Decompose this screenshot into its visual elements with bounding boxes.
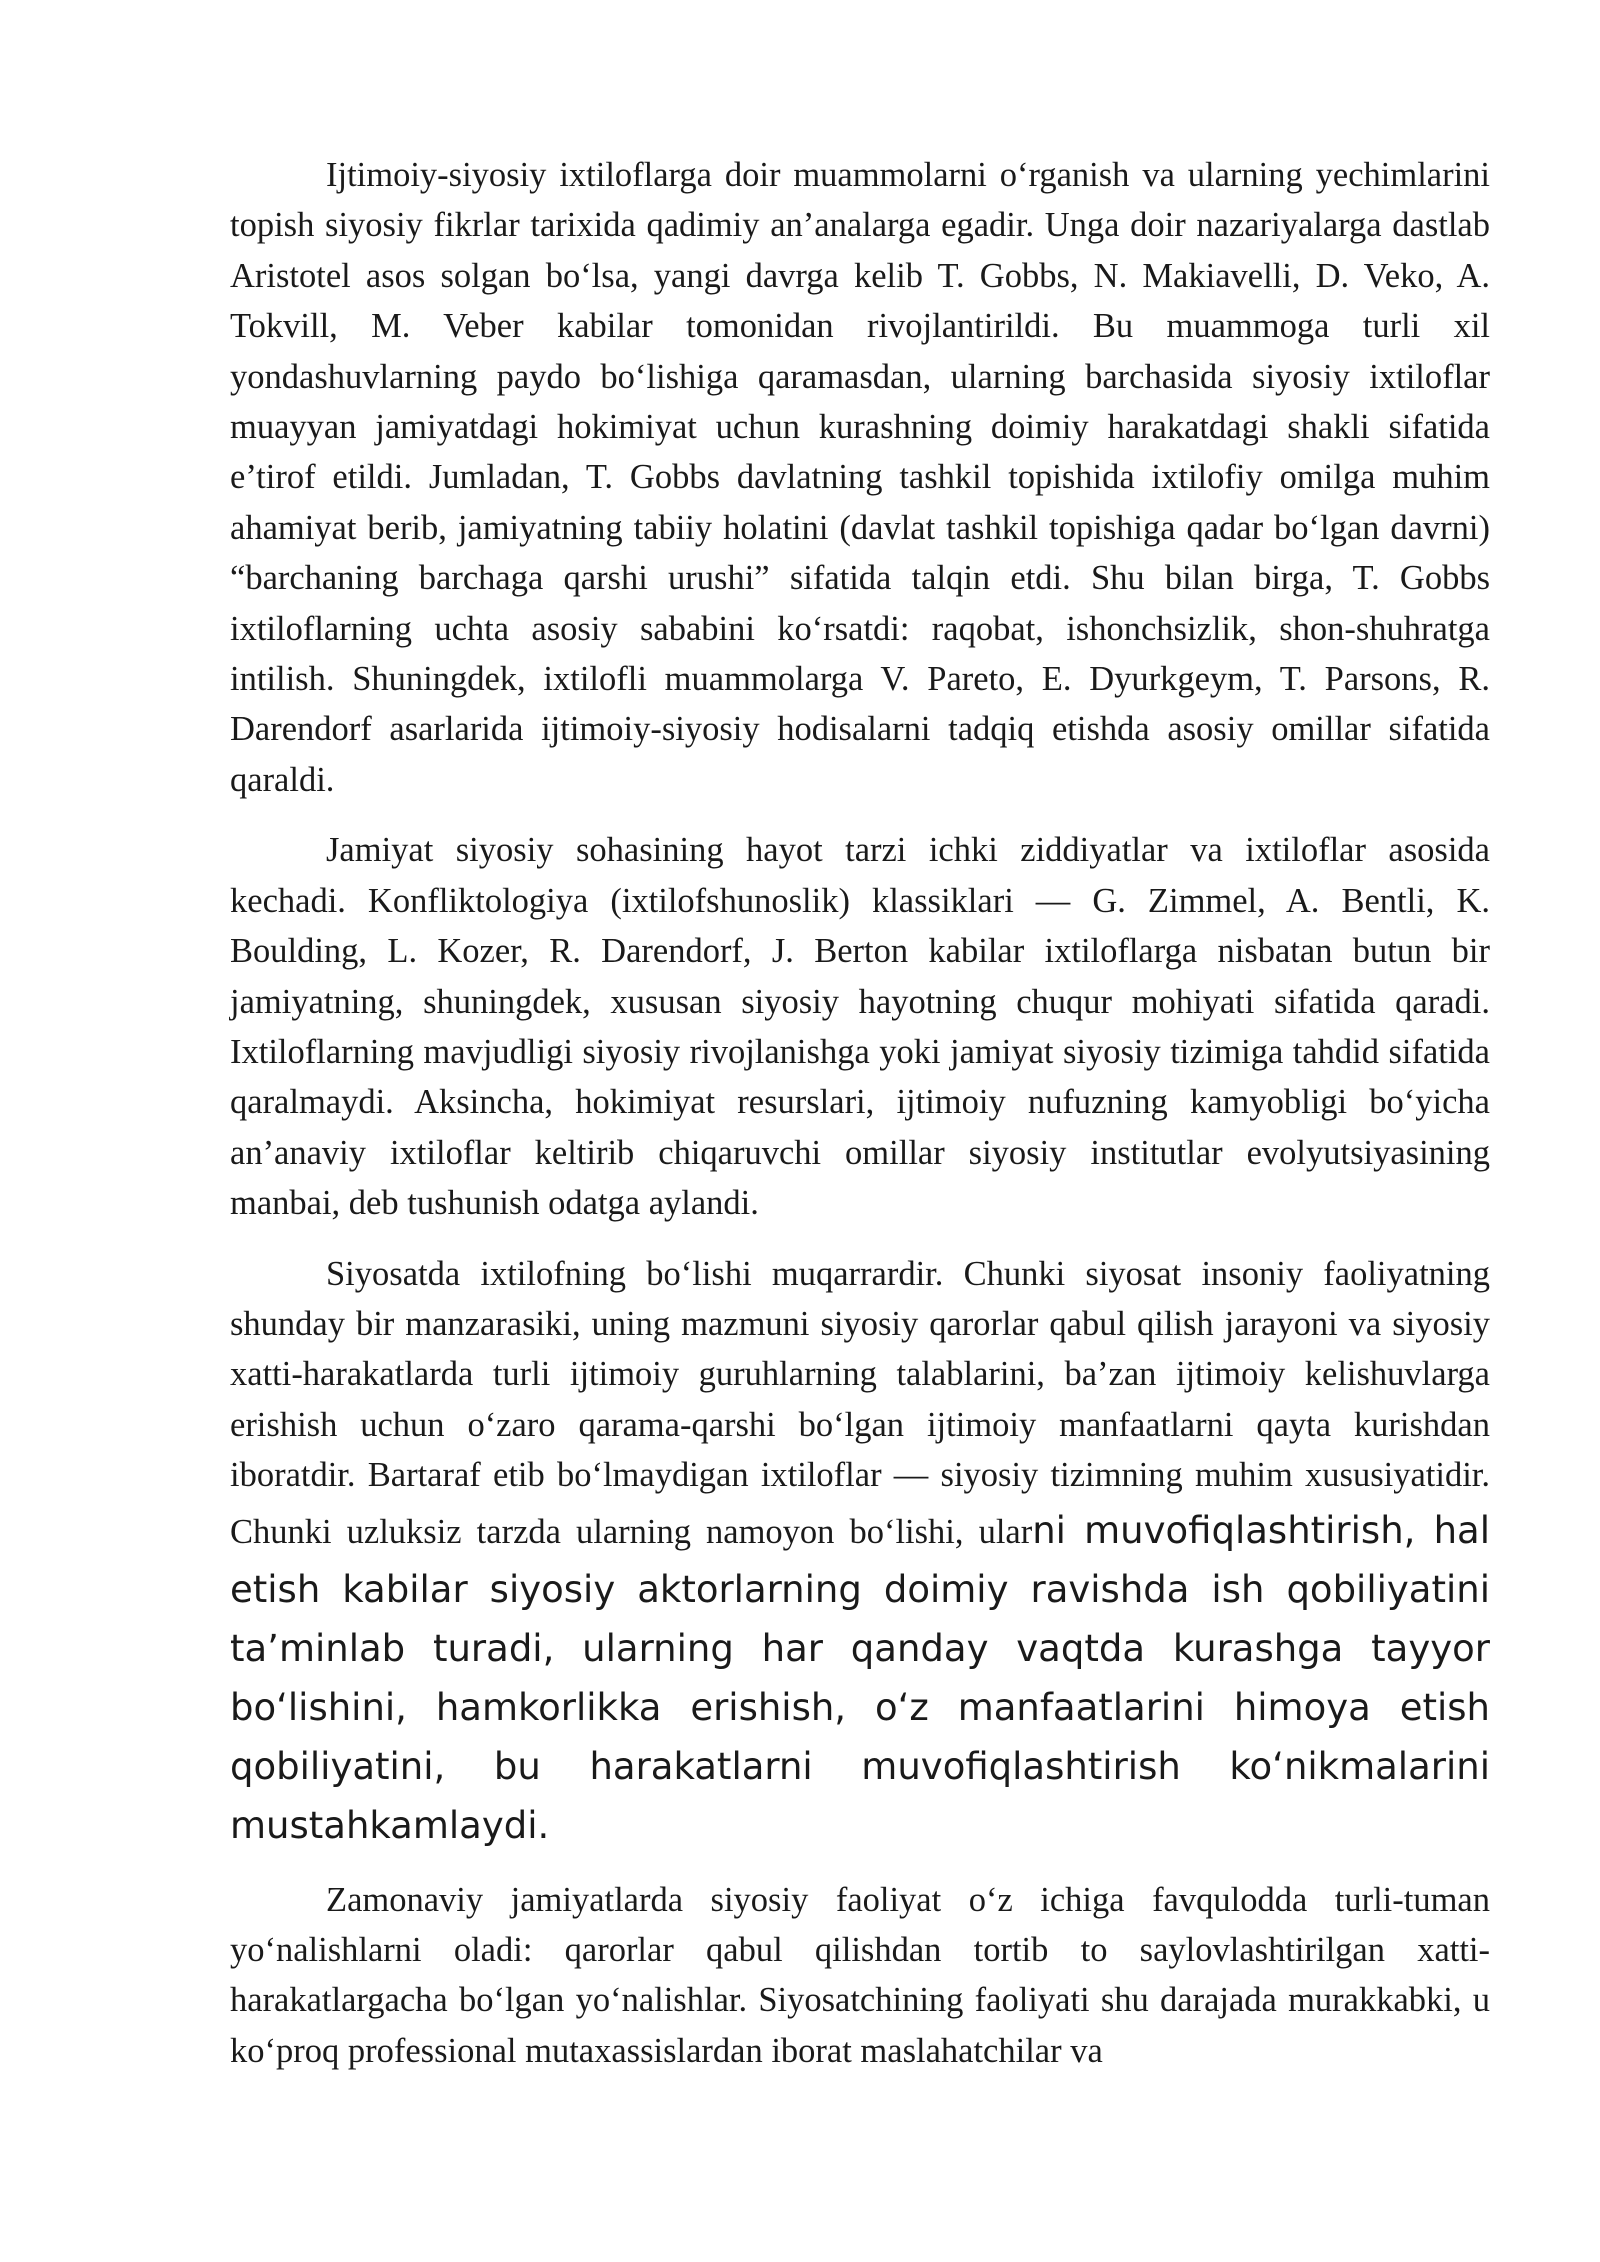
paragraph-3-start: Siyosatda ixtilofning bo‘lishi muqarrardir. Chunki siyosat insoniy faoliyatning shunday bir manzarasiki, uning mazmuni siyosiy qarorlar qabul qilish jarayoni va siyosiy xatti-harakatlarda turli ijtimoiy guruhlarning talablarini, ba’zan ijtimoiy kelishuvlarga erishish uchun o‘zaro qarama-qarshi bo‘lgan ijtimoiy manfaatlarni qayta kurishdan iboratdir. Bartaraf etib bo‘lmaydigan ixtiloflar — siyosiy tizimning muhim xususiyatidir. Chunki uzluksiz tarzda ularning namoyon bo‘lishi, ular: [230, 1254, 1490, 1551]
paragraph-2: Jamiyat siyosiy sohasining hayot tarzi ichki ziddiyatlar va ixtiloflar asosida kechadi. Konfliktologiya (ixtilofshunoslik) klassiklari — G. Zimmel, A. Bentli, K. Boulding, L. Kozer, R. Darendorf, J. Berton kabilar ixtiloflarga nisbatan butun bir jamiyatning, shuningdek, xususan siyosiy hayotning chuqur mohiyati sifatida qaradi. Ixtiloflarning mavjudligi siyosiy rivojlanishga yoki jamiyat siyosiy tizimiga tahdid sifatida qaralmaydi. Aksincha, hokimiyat resurslari, ijtimoiy nufuzning kamyobligi bo‘yicha an’anaviy ixtiloflar keltirib chiqaruvchi omillar siyosiy institutlar evolyutsiyasining manbai, deb tushunish odatga aylandi.: [230, 831, 1490, 1223]
paragraph-4: Zamonaviy jamiyatlarda siyosiy faoliyat o‘z ichiga favqulodda turli-tuman yo‘nalishlarni oladi: qarorlar qabul qilishdan tortib to saylovlashtirilgan xatti-harakatlargacha bo‘lgan yo‘nalishlar. Siyosatchining faoliyati shu darajada murakkabki, u ko‘proq professional mutaxassislardan iborat maslahatchilar va: [230, 1880, 1490, 2070]
document-page: [230, 150, 1490, 2096]
paragraph-3-end: ni muvofiqlashtirish, hal etish kabilar siyosiy aktorlarning doimiy ravishda ish qobiliyatini ta’minlab turadi, ularning har qanday vaqtda kurashga tayyor bo‘lishini, hamkorlikka erishish, o‘z manfaatlarini himoya etish qobiliyatini, bu harakatlarni muvofiqlashtirish ko‘nikmalarini mustahkamlaydi.: [230, 1508, 1490, 1847]
paragraph-3: [230, 1249, 1490, 1855]
paragraph-1: Ijtimoiy-siyosiy ixtiloflarga doir muammolarni o‘rganish va ularning yechimlarini topish siyosiy fikrlar tarixida qadimiy an’analarga egadir. Unga doir nazariyalarga dastlab Aristotel asos solgan bo‘lsa, yangi davrga kelib T. Gobbs, N. Makiavelli, D. Veko, A. Tokvill, M. Veber kabilar tomonidan rivojlantirildi. Bu muammoga turli xil yondashuvlarning paydo bo‘lishiga qaramasdan, ularning barchasida siyosiy ixtiloflar muayyan jamiyatdagi hokimiyat uchun kurashning doimiy harakatdagi shakli sifatida e’tirof etildi. Jumladan, T. Gobbs davlatning tashkil topishida ixtilofiy omilga muhim ahamiyat berib, jamiyatning tabiiy holatini (davlat tashkil topishiga qadar bo‘lgan davrni) “barchaning barchaga qarshi urushi” sifatida talqin etdi. Shu bilan birga, T. Gobbs ixtiloflarning uchta asosiy sababini ko‘rsatdi: raqobat, ishonchsizlik, shon-shuhratga intilish. Shuningdek, ixtilofli muammolarga V. Pareto, E. Dyurkgeym, T. Parsons, R. Darendorf asarlarida ijtimoiy-siyosiy hodisalarni tadqiq etishda asosiy omillar sifatida qaraldi.: [230, 156, 1490, 799]
